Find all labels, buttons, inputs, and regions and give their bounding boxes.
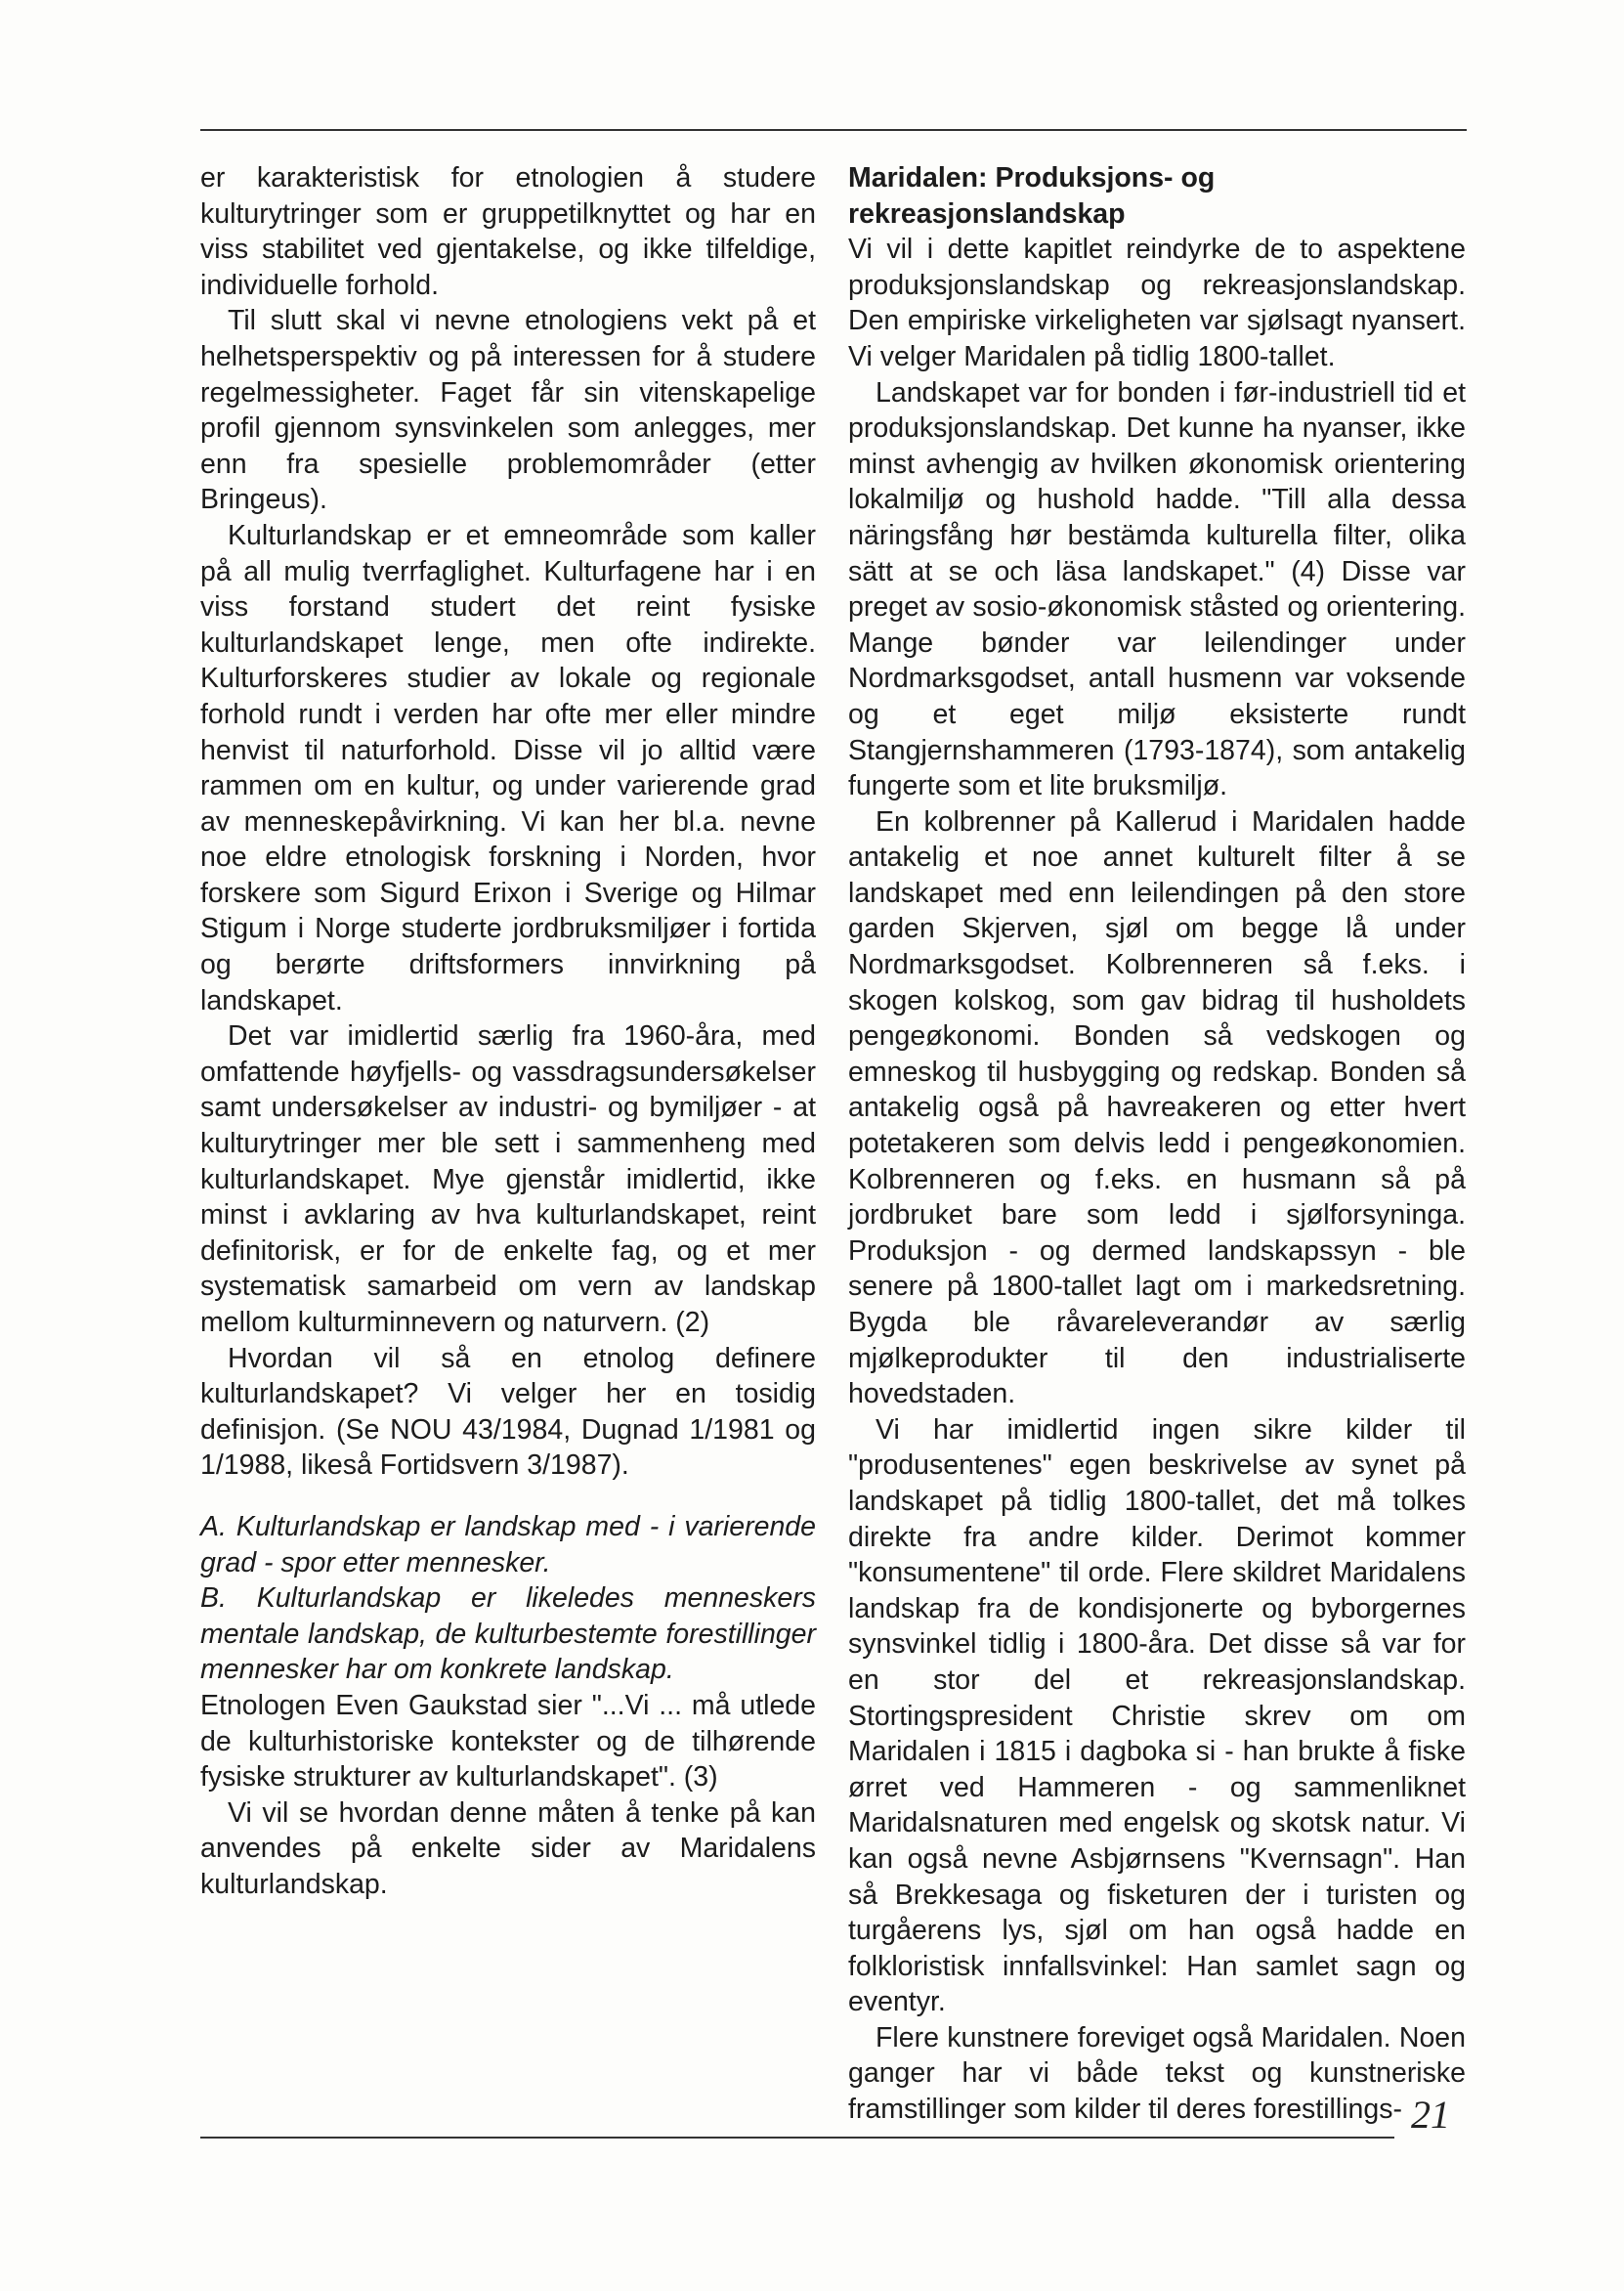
right-column: [848, 160, 1466, 2128]
paragraph: Vi vil se hvordan denne måten å tenke på kan anvendes på enkelte sider av Maridalens kulturlandskap.: [200, 1796, 816, 1900]
paragraph: Landskapet var for bonden i før-industriell tid et produksjonslandskap. Det kunne ha nyanser, ikke minst avhengig av hvilken økonomisk orientering lokalmiljø og hushold hadde. "Till alla dessa näringsfång hør bestämda kulturella filter, olika sätt at se och läsa landskapet." (4) Disse var preget av sosio-økonomisk ståsted og orientering. Mange bønder var leilendinger under Nordmarksgodset, antall husmenn var voksende og et eget miljø eksisterte rundt Stangjernshammeren (1793-1874), som antakelig fungerte som et lite bruksmiljø.: [848, 376, 1466, 802]
paragraph: Det var imidlertid særlig fra 1960-åra, med omfattende høyfjells- og vassdragsundersøkelser samt undersøkelser av industri- og bymiljøer - at kulturytringer mer ble sett i sammenheng med kulturlandskapet. Mye gjenstår imidlertid, ikke minst i avklaring av hva kulturlandskapet, reint definitorisk, er for de enkelte fag, og et mer systematisk samarbeid om vern av landskap mellom kulturminnevern og naturvern. (2): [200, 1020, 816, 1338]
section-heading: Maridalen: Produksjons- og rekreasjonslandskap: [848, 162, 1216, 230]
paragraph: Etnologen Even Gaukstad sier "...Vi ... må utlede de kulturhistoriske kontekster og de tilhørende fysiske strukturer av kulturlandskapet". (3): [200, 1689, 816, 1794]
paragraph: Kulturlandskap er et emneområde som kaller på all mulig tverrfaglighet. Kulturfagene har i en viss forstand studert det reint fysiske kulturlandskapet lenge, men ofte indirekte. Kulturforskeres studier av lokale og regionale forhold rundt i verden har ofte mer eller mindre henvist til naturforhold. Disse vil jo alltid være rammen om en kultur, og under varierende grad av menneskepåvirkning. Vi kan her bl.a. nevne noe eldre etnologisk forskning i Norden, hvor forskere som Sigurd Erixon i Sverige og Hilmar Stigum i Norge studerte jordbruksmiljøer i fortida og berørte driftsformers innvirkning på landskapet.: [200, 519, 816, 1016]
paragraph: En kolbrenner på Kallerud i Maridalen hadde antakelig et noe annet kulturelt filter å se landskapet med enn leilendingen på den store garden Skjerven, sjøl om begge lå under Nordmarksgodset. Kolbrenneren så f.eks. i skogen kolskog, som gav bidrag til husholdets pengeøkonomi. Bonden så vedskogen og emneskog til husbygging og redskap. Bonden så antakelig også på havreakeren og etter hvert potetakeren som delvis ledd i pengeøkonomien. Kolbrenneren og f.eks. en husmann så på jordbruket bare som ledd i sjølforsyninga. Produksjon - og dermed landskapssyn - ble senere på 1800-tallet lagt om i markedsretning. Bygda ble råvareleverandør av særlig mjølkeprodukter til den industrialiserte hovedstaden.: [848, 805, 1466, 1410]
definition-a: A. Kulturlandskap er landskap med - i varierende grad - spor etter mennesker.: [200, 1510, 816, 1578]
top-rule: [200, 129, 1467, 131]
paragraph: Til slutt skal vi nevne etnologiens vekt på et helhetsperspektiv og på interessen for å studere regelmessigheter. Faget får sin vitenskapelige profil gjennom synsvinkelen som anlegges, mer enn fra spesielle problemområder (etter Bringeus).: [200, 305, 816, 516]
definitions: [200, 1509, 816, 1688]
paragraph: Flere kunstnere foreviget også Maridalen. Noen ganger har vi både tekst og kunstneriske framstillinger som kilder til deres forestillings-: [848, 2021, 1466, 2126]
left-column: [200, 160, 816, 1903]
paragraph: Vi har imidlertid ingen sikre kilder til "produsentenes" egen beskrivelse av synet på landskapet på tidlig 1800-tallet, det må tolkes direkte fra andre kilder. Derimot kommer "konsumentene" til orde. Flere skildret Maridalens landskap fra de kondisjonerte og byborgernes synsvinkel tidlig i 1800-åra. Det disse så var for en stor del et rekreasjonslandskap. Stortingspresident Christie skrev om om Maridalen i 1815 i dagboka si - han brukte å fiske ørret ved Hammeren - og sammenliknet Maridalsnaturen med engelsk og skotsk natur. Vi kan også nevne Asbjørnsens "Kvernsagn". Han så Brekkesaga og fisketuren der i turisten og turgåerens lys, sjøl om han også hadde en folkloristisk innfallsvinkel: Han samlet sagn og eventyr.: [848, 1413, 1466, 2018]
bottom-rule: [200, 2137, 1394, 2139]
paragraph: er karakteristisk for etnologien å studere kulturytringer som er gruppetilknyttet og har en viss stabilitet ved gjentakelse, og ikke tilfeldige, individuelle forhold.: [200, 162, 816, 301]
page-number: 21: [1411, 2093, 1450, 2137]
paragraph: Vi vil i dette kapitlet reindyrke de to aspektene produksjonslandskap og rekreasjonslandskap. Den empiriske virkeligheten var sjølsagt nyansert. Vi velger Maridalen på tidlig 1800-tallet.: [848, 234, 1466, 372]
paragraph: Hvordan vil så en etnolog definere kulturlandskapet? Vi velger her en tosidig definisjon. (Se NOU 43/1984, Dugnad 1/1981 og 1/1988, likeså Fortidsvern 3/1987).: [200, 1342, 816, 1482]
definition-b: B. Kulturlandskap er likeledes menneskers mentale landskap, de kulturbestemte forestillinger mennesker har om konkrete landskap.: [200, 1582, 816, 1686]
